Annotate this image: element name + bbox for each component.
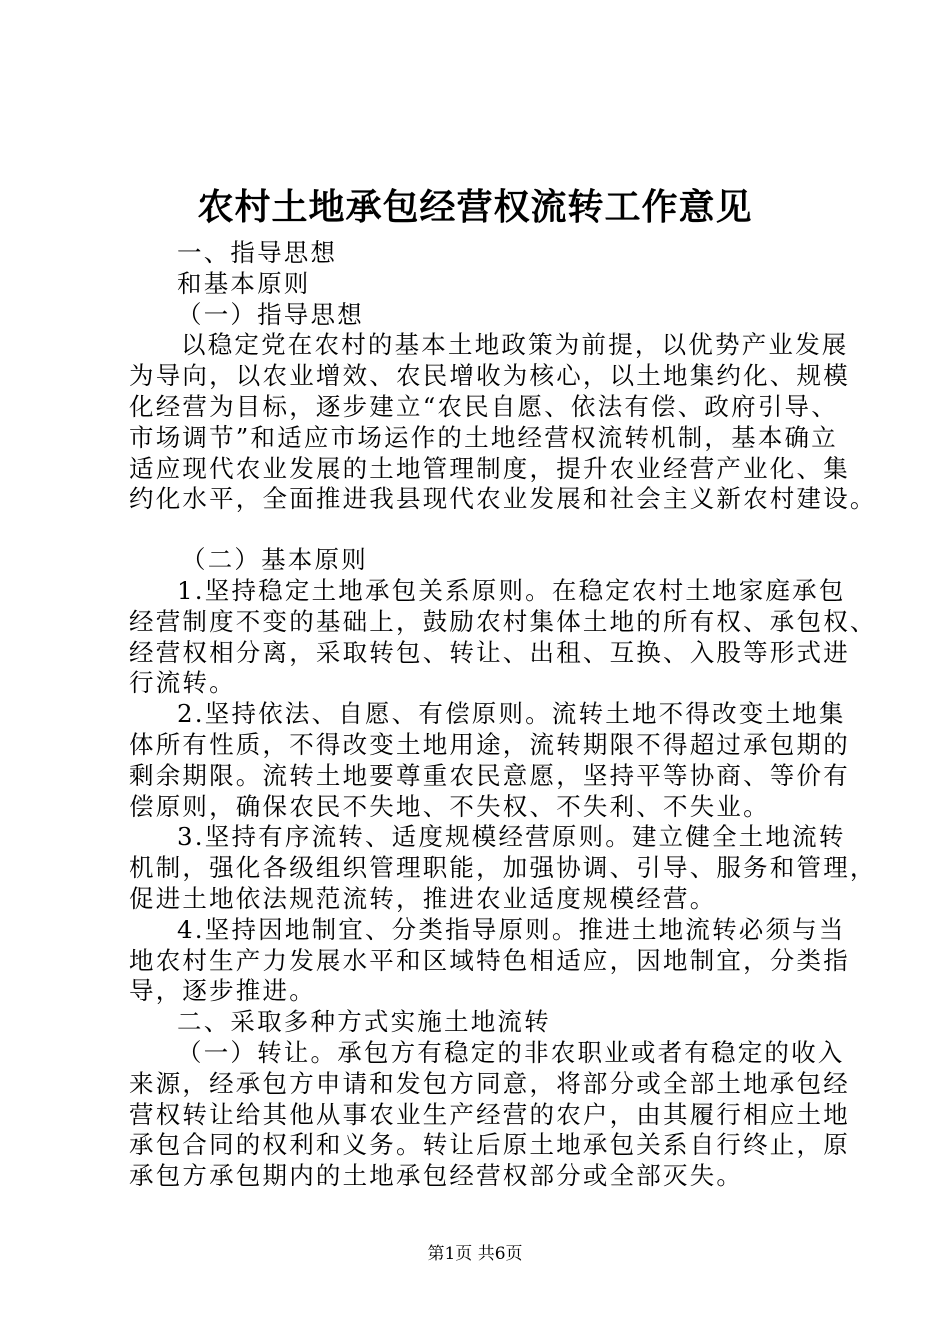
paragraph-line: 化经营为目标，逐步建立“农民自愿、依法有偿、政府引导、: [129, 391, 838, 421]
subheading-guiding-thought: （一）指导思想: [177, 299, 364, 329]
paragraph-line: 以稳定党在农村的基本土地政策为前提，以优势产业发展: [181, 330, 849, 360]
paragraph-line: （一）转让。承包方有稳定的非农职业或者有稳定的收入: [177, 1037, 845, 1067]
paragraph-line: 导，逐步推进。: [129, 976, 316, 1006]
subheading-basic-principles: （二）基本原则: [181, 545, 368, 575]
paragraph-line: 行流转。: [129, 668, 236, 698]
paragraph-line: 来源，经承包方申请和发包方同意，将部分或全部土地承包经: [129, 1068, 850, 1098]
paragraph-line: 市场调节”和适应市场运作的土地经营权流转机制，基本确立: [129, 422, 838, 452]
paragraph-line: 体所有性质，不得改变土地用途，流转期限不得超过承包期的: [129, 729, 850, 759]
document-title: 农村土地承包经营权流转工作意见: [197, 186, 753, 228]
paragraph-line: 约化水平，全面推进我县现代农业发展和社会主义新农村建设。: [129, 484, 877, 514]
paragraph-line: 2.坚持依法、自愿、有偿原则。流转土地不得改变土地集: [177, 699, 846, 729]
paragraph-line: 为导向，以农业增效、农民增收为核心，以土地集约化、规模: [129, 361, 850, 391]
paragraph-line: 适应现代农业发展的土地管理制度，提升农业经营产业化、集: [129, 453, 850, 483]
document-body: [129, 238, 877, 1192]
paragraph-line: 1.坚持稳定土地承包关系原则。在稳定农村土地家庭承包: [177, 575, 846, 605]
paragraph-line: 偿原则，确保农民不失地、不失权、不失利、不失业。: [129, 791, 770, 821]
section-heading-2: 二、采取多种方式实施土地流转: [177, 1007, 551, 1037]
page-footer: 第1页 共6页: [427, 1244, 523, 1264]
paragraph-line: 承包合同的权利和义务。转让后原土地承包关系自行终止，原: [129, 1130, 850, 1160]
paragraph-gap: [129, 515, 839, 545]
section-heading-1: 一、指导思想: [177, 238, 338, 267]
paragraph-line: 地农村生产力发展水平和区域特色相适应，因地制宜，分类指: [129, 945, 850, 975]
paragraph-line: 促进土地依法规范流转，推进农业适度规模经营。: [129, 883, 717, 913]
paragraph-line: 机制，强化各级组织管理职能，加强协调、引导、服务和管理，: [129, 853, 877, 883]
paragraph-line: 营权转让给其他从事农业生产经营的农户，由其履行相应土地: [129, 1099, 850, 1129]
paragraph-line: 3.坚持有序流转、适度规模经营原则。建立健全土地流转: [177, 822, 846, 852]
paragraph-line: 4.坚持因地制宜、分类指导原则。推进土地流转必须与当: [177, 914, 846, 944]
section-heading-1-cont: 和基本原则: [177, 268, 311, 298]
paragraph-line: 经营制度不变的基础上，鼓励农村集体土地的所有权、承包权、: [129, 606, 877, 636]
paragraph-line: 剩余期限。流转土地要尊重农民意愿，坚持平等协商、等价有: [129, 760, 850, 790]
paragraph-line: 承包方承包期内的土地承包经营权部分或全部灭失。: [129, 1161, 744, 1191]
paragraph-line: 经营权相分离，采取转包、转让、出租、互换、入股等形式进: [129, 637, 850, 667]
